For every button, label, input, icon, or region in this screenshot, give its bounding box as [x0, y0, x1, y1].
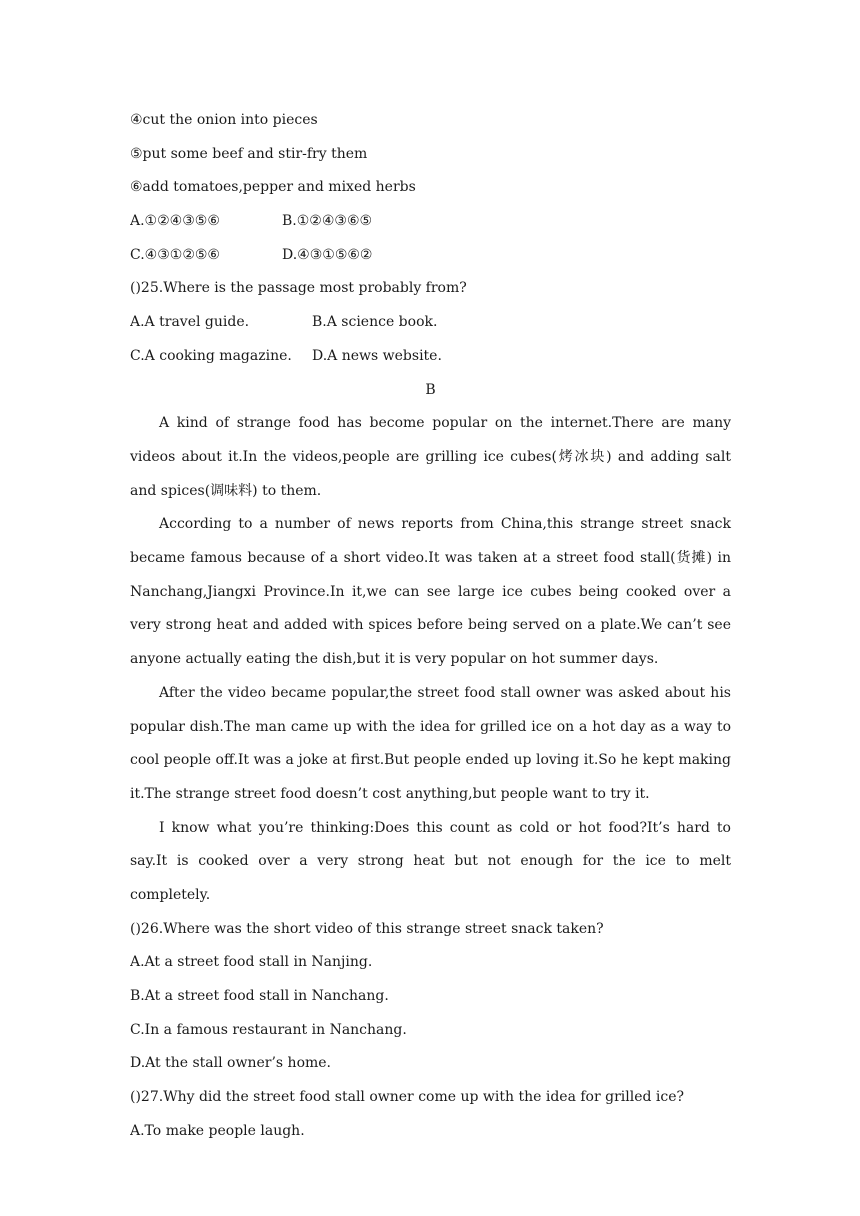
step-5: ⑤put some beef and stir-fry them	[130, 145, 368, 162]
q26-option-a: A.At a street food stall in Nanjing.	[130, 954, 373, 971]
q25-option-b: B.A science book.	[312, 314, 438, 331]
q24-option-b: B.①②④③⑥⑤	[282, 213, 373, 230]
step-6: ⑥add tomatoes,pepper and mixed herbs	[130, 179, 416, 196]
section-heading: B	[425, 381, 436, 398]
q24-options-row-1	[130, 205, 731, 239]
passage-paragraph-3: After the video became popular,the street food stall owner was asked about his popular dish.The man came up with the idea for grilled ice on a hot day as a way to cool people off.It was a joke at first.But people ended up loving it.So he kept making it.The strange street food doesn’t cost anything,but people want to try it.	[130, 684, 731, 802]
q25-options-row-2	[130, 340, 731, 374]
q26-question: ()26.Where was the short video of this strange street snack taken?	[130, 920, 604, 937]
q27-question: ()27.Why did the street food stall owner come up with the idea for grilled ice?	[130, 1089, 685, 1106]
q25-option-c: C.A cooking magazine.	[130, 347, 292, 364]
document-page	[130, 104, 731, 1149]
q26-option-c: C.In a famous restaurant in Nanchang.	[130, 1021, 407, 1038]
q24-option-d: D.④③①⑤⑥②	[282, 246, 373, 263]
q26-option-d: D.At the stall owner’s home.	[130, 1055, 332, 1072]
q26-option-b: B.At a street food stall in Nanchang.	[130, 988, 389, 1005]
q24-option-a: A.①②④③⑤⑥	[130, 213, 220, 230]
step-4: ④cut the onion into pieces	[130, 112, 318, 128]
q25-options-row-1	[130, 306, 731, 340]
passage-paragraph-2: According to a number of news reports from China,this strange street snack became famous because of a short video.It was taken at a street food stall(货摊) in Nanchang,Jiangxi Province.In it,we can see large ice cubes being cooked over a very strong heat and added with spices before being served on a plate.We can’t see anyone actually eating the dish,but it is very popular on hot summer days.	[130, 516, 731, 668]
q27-option-a: A.To make people laugh.	[130, 1122, 305, 1139]
q24-option-c: C.④③①②⑤⑥	[130, 246, 220, 263]
q25-option-d: D.A news website.	[312, 347, 442, 364]
q25-question: ()25.Where is the passage most probably from?	[130, 280, 467, 297]
passage-paragraph-1: A kind of strange food has become popular on the internet.There are many videos about it.In the videos,people are grilling ice cubes(烤冰块) and adding salt and spices(调味料) to them.	[130, 415, 731, 499]
q24-options-row-2	[130, 239, 731, 273]
passage-paragraph-4: I know what you’re thinking:Does this count as cold or hot food?It’s hard to say.It is cooked over a very strong heat but not enough for the ice to melt completely.	[130, 819, 731, 904]
q25-option-a: A.A travel guide.	[130, 314, 250, 331]
